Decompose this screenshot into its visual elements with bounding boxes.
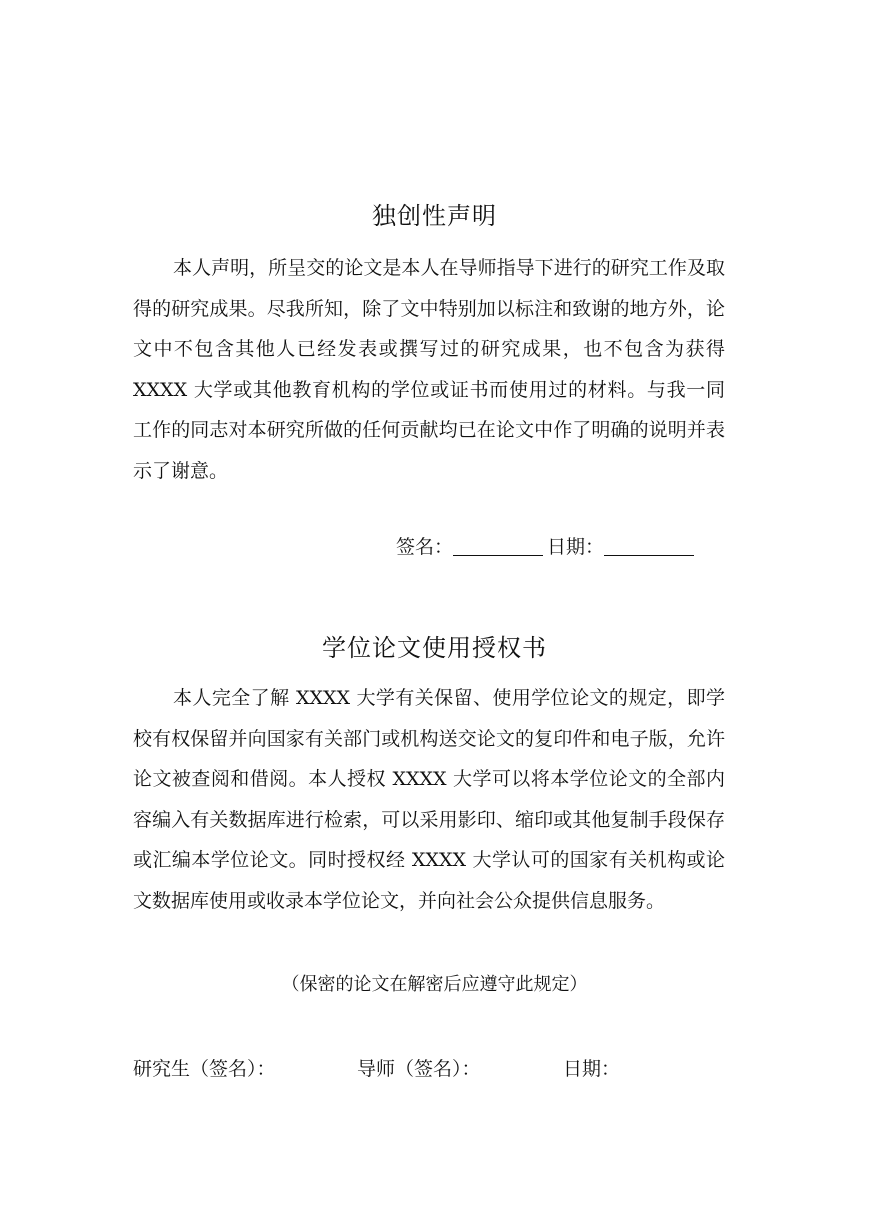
authorization-title: 学位论文使用授权书	[322, 634, 547, 662]
student-signature-label: 研究生（签名）：	[133, 1058, 276, 1080]
declaration-signature-row	[396, 530, 698, 560]
authorization-body: 本人完全了解 XXXX 大学有关保留、使用学位论文的规定，即学校有权保留并向国家有关部门或机构送交论文的复印件和电子版，允许论文被查阅和借阅。本人授权 XXXX 大学可以将本学位论文的全部内容编入有关数据库进行检索，可以采用影印、缩印或其他复制手段保存或汇编本学位论文。同时授权经 XXXX 大学认可的国家有关机构或论文数据库使用或收录本学位论文，并向社会公众提供信息服务。	[133, 687, 725, 912]
confidential-note: （保密的论文在解密后应遵守此规定）	[281, 974, 588, 995]
date-blank[interactable]	[604, 535, 694, 556]
signature-blank[interactable]	[453, 535, 543, 556]
date-label: 日期：	[547, 535, 605, 558]
advisor-signature-label: 导师（签名）：	[357, 1058, 481, 1080]
declaration-body: 本人声明，所呈交的论文是本人在导师指导下进行的研究工作及取得的研究成果。尽我所知，除了文中特别加以标注和致谢的地方外，论文中不包含其他人已经发表或撰写过的研究成果，也不包含为获得 XXXX 大学或其他教育机构的学位或证书而使用过的材料。与我一同工作的同志对本研究所做的任何贡献均已在论文中作了明确的说明并表示了谢意。	[133, 257, 725, 482]
signature-label: 签名：	[396, 535, 454, 558]
declaration-title: 独创性声明	[372, 202, 497, 230]
authorization-date-label: 日期：	[563, 1058, 621, 1080]
